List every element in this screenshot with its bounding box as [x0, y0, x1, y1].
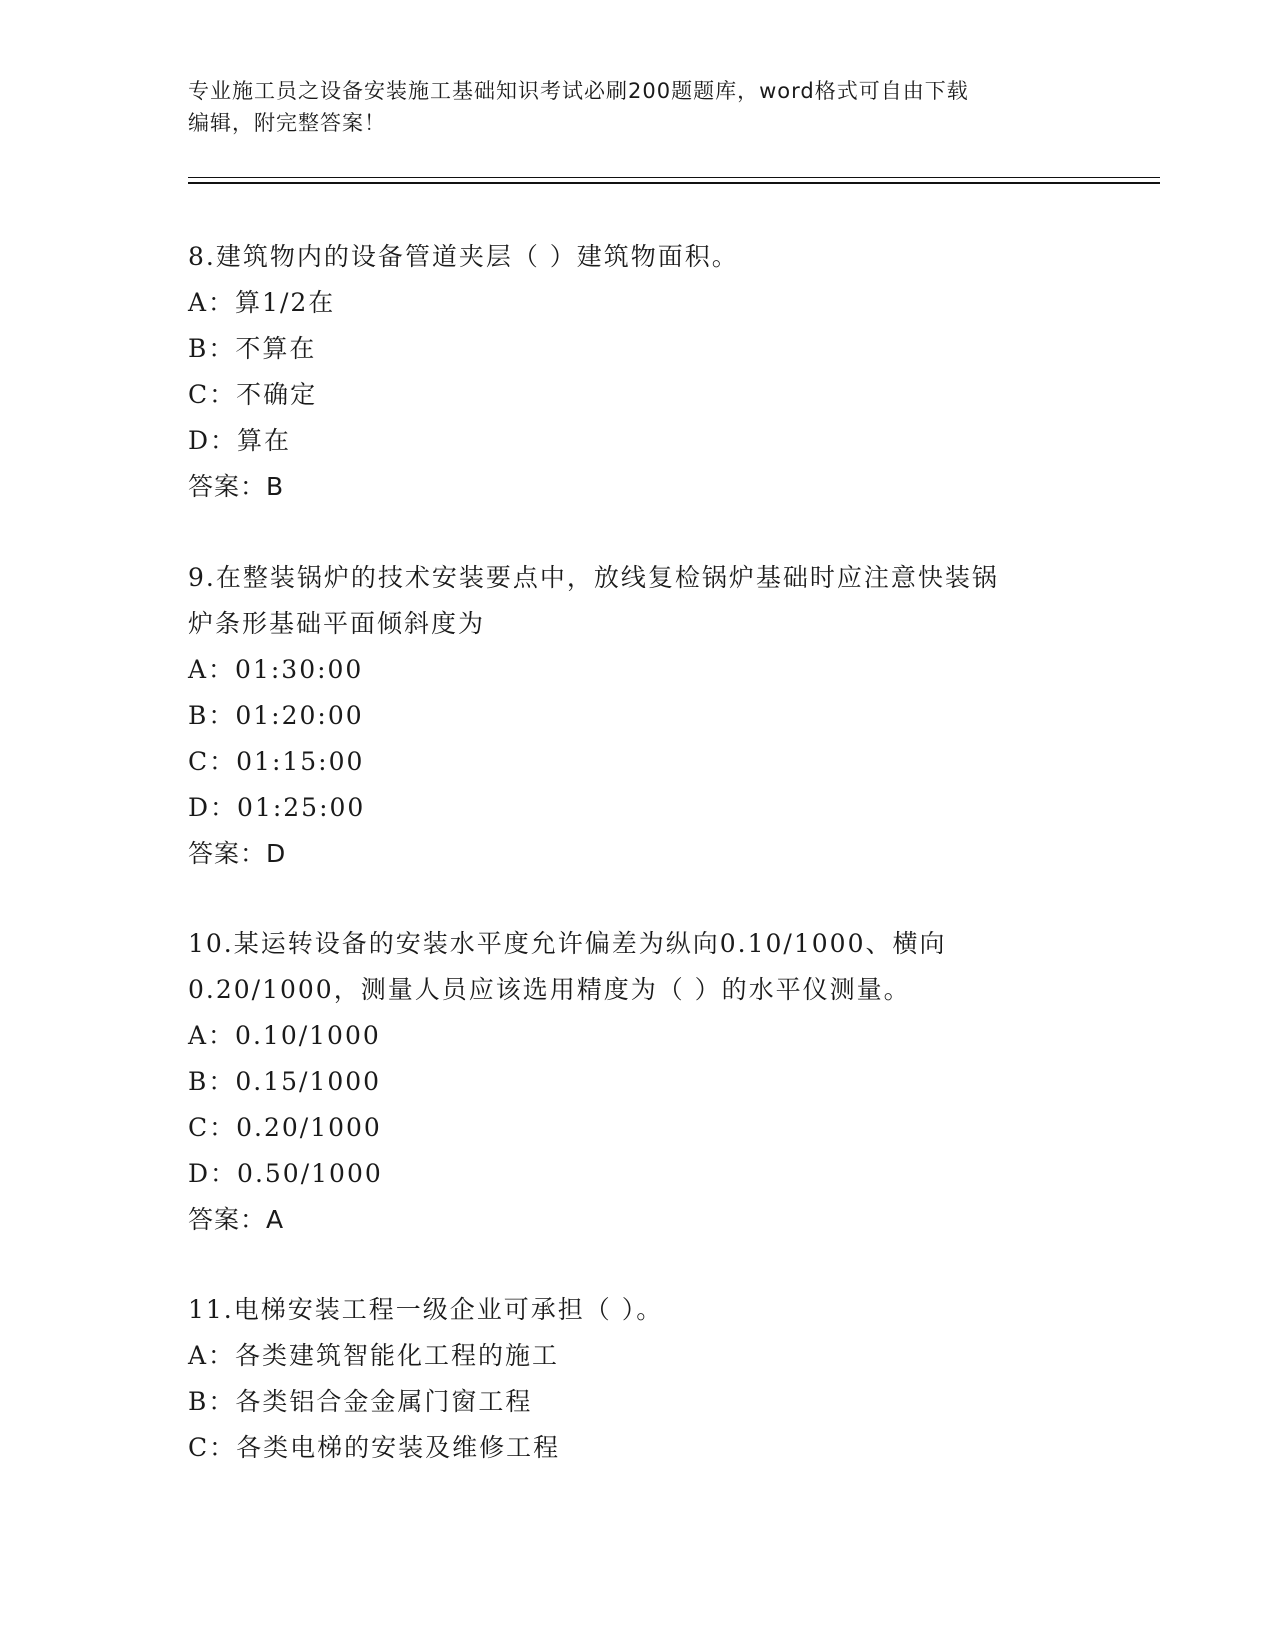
option-d: D：0.50/1000 — [188, 1159, 383, 1188]
header-title-line-1: 专业施工员之设备安装施工基础知识考试必刷200题题库，word格式可自由下载 — [188, 79, 969, 103]
question-title-continued: 0.20/1000，测量人员应该选用精度为（ ）的水平仪测量。 — [188, 975, 911, 1004]
option-b: B：0.15/1000 — [188, 1067, 382, 1096]
answer: 答案：B — [188, 472, 285, 501]
answer: 答案：D — [188, 839, 287, 868]
question-11 — [188, 1287, 1088, 1471]
option-a: A：0.10/1000 — [188, 1021, 381, 1050]
option-d: D：01:25:00 — [188, 793, 366, 822]
option-c: C：各类电梯的安装及维修工程 — [188, 1433, 561, 1462]
question-title: 8.建筑物内的设备管道夹层（ ）建筑物面积。 — [188, 242, 739, 271]
question-title-continued: 炉条形基础平面倾斜度为 — [188, 609, 486, 638]
option-a: A：01:30:00 — [188, 655, 364, 684]
option-b: B：不算在 — [188, 334, 317, 363]
header-title-line-2: 编辑，附完整答案！ — [188, 111, 386, 135]
option-b: B：各类铝合金金属门窗工程 — [188, 1387, 533, 1416]
option-c: C：0.20/1000 — [188, 1113, 382, 1142]
option-c: C：不确定 — [188, 380, 318, 409]
option-b: B：01:20:00 — [188, 701, 364, 730]
question-title: 11.电梯安装工程一级企业可承担（ ）。 — [188, 1295, 664, 1324]
answer: 答案：A — [188, 1205, 285, 1234]
question-title: 9.在整装锅炉的技术安装要点中，放线复检锅炉基础时应注意快装锅 — [188, 563, 999, 592]
option-a: A：算1/2在 — [188, 288, 336, 317]
option-d: D：算在 — [188, 426, 292, 455]
option-a: A：各类建筑智能化工程的施工 — [188, 1341, 560, 1370]
question-8 — [188, 234, 1088, 510]
question-9 — [188, 555, 1088, 877]
option-c: C：01:15:00 — [188, 747, 365, 776]
question-10 — [188, 921, 1088, 1243]
header-divider — [188, 177, 1160, 178]
document-header — [188, 75, 1088, 139]
question-title: 10.某运转设备的安装水平度允许偏差为纵向0.10/1000、横向 — [188, 929, 947, 958]
header-divider-thick — [188, 182, 1160, 184]
